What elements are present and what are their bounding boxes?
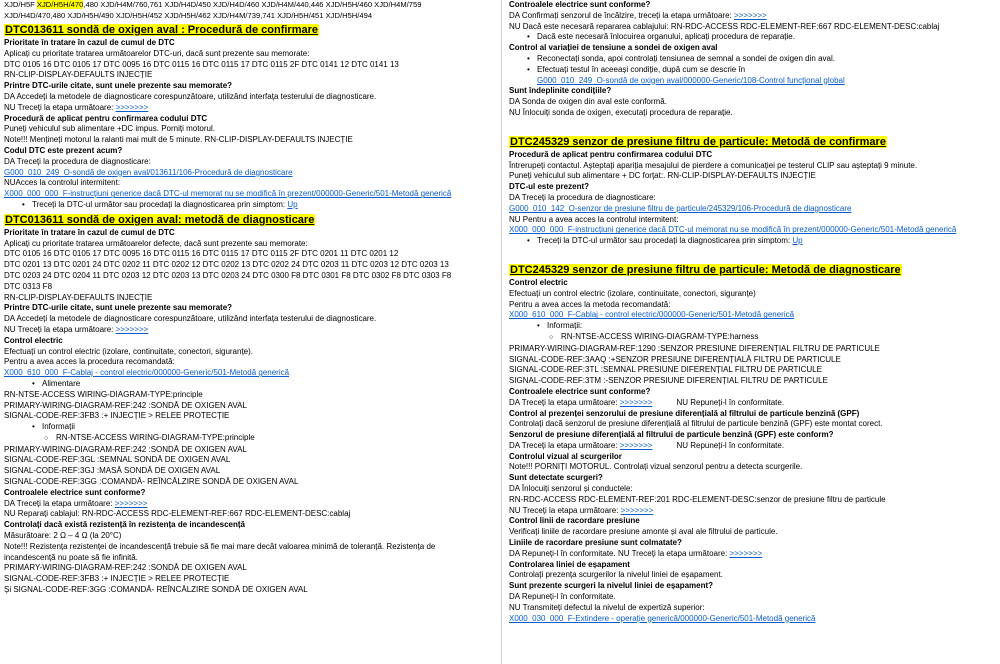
expertise-extension-link[interactable]: X000_030_000_F-Extindere - operație generică/000000-Generic/501-Metodă generică bbox=[509, 613, 816, 623]
dtc-list-line: DTC 0105 16 DTC 0105 17 DTC 0095 16 DTC 0115 16 DTC 0115 17 DTC 0115 2F DTC 0141 12 DTC 0141 13 bbox=[4, 59, 399, 69]
text-line: Efectuați un control electric (izolare, continuitate, conectori, siguranțe) bbox=[509, 288, 756, 298]
note-line: Note!!! Mențineți motorul la ralanti mai mult de 5 minute. RN-CLIP-DISPLAY-DEFAULTS INJECȚIE bbox=[4, 135, 353, 145]
text-line: RN-RDC-ACCESS RDC-ELEMENT-REF:201 RDC-ELEMENT-DESC:senzor de presiune filtru de particule bbox=[509, 494, 886, 504]
question-line: DTC-ul este prezent? bbox=[509, 182, 590, 192]
subheading: Controlarea liniei de eșapament bbox=[509, 559, 630, 569]
text-line: PRIMARY-WIRING-DIAGRAM-REF:242 :SONDĂ DE OXIGEN AVAL bbox=[4, 400, 247, 410]
question-line: Printre DTC-urile citate, sunt unele prezente sau memorate? bbox=[4, 303, 233, 313]
text-line: Aplicați cu prioritate tratarea următoarelor DTC-uri, dacă sunt prezente sau memorate: bbox=[4, 48, 310, 58]
question-line: Sunt prezente scurgeri la nivelul liniei de eșapament? bbox=[509, 581, 714, 591]
dtc-list-line: DTC 0105 16 DTC 0105 17 DTC 0095 16 DTC 0115 16 DTC 0115 17 DTC 0115 2F DTC 0201 11 DTC 0201 12 bbox=[4, 249, 399, 259]
vehicle-codes-line-1: XJD/H5F XJD/H5H/470,480 XJD/H4M/760,761 XJD/H4D/450 XJD/H4D/460 XJD/H4M/440,446 XJD/H5H/460 XJD/H4M/759 bbox=[4, 0, 422, 9]
subheading: Control electric bbox=[509, 277, 568, 287]
next-step-link[interactable]: >>>>>>> bbox=[619, 440, 653, 450]
answer-line: DA Treceți la etapa următoare: >>>>>>> NU Repuneți-l în conformitate. bbox=[509, 440, 785, 450]
question-line: Codul DTC este prezent acum? bbox=[4, 145, 123, 155]
bullet-line: • Dacă este necesară înlocuirea organului, aplicați procedura de reparație. bbox=[509, 32, 996, 43]
column-divider bbox=[501, 0, 502, 664]
answer-no: NU Transmiteți defectul la nivelul de expertiză superior: bbox=[509, 602, 705, 612]
next-step-link[interactable]: >>>>>>> bbox=[620, 505, 654, 515]
wiring-check-link[interactable]: X000_610_000_F-Cablaj - control electric/000000-Generic/501-Metodă generică bbox=[4, 368, 290, 378]
section-title-diagnosticare-245329: DTC245329 senzor de presiune filtru de particule: Metodă de diagnosticare bbox=[510, 263, 901, 276]
left-column bbox=[4, 0, 497, 664]
text-line: Controlați prezența scurgerilor la nivelul liniei de eșapament. bbox=[509, 570, 723, 580]
bullet-line: • Informații: bbox=[509, 321, 996, 332]
next-step-link[interactable]: >>>>>>> bbox=[115, 324, 149, 334]
note-line: incandescență nu poate să fie infinită. bbox=[4, 552, 138, 562]
answer-no: NU Înlocuiți sonda de oxigen, executați procedura de reparație. bbox=[509, 107, 733, 117]
wiring-check-link[interactable]: X000_610_000_F-Cablaj - control electric/000000-Generic/501-Metodă generică bbox=[509, 310, 795, 320]
question-line: Sunt detectate scurgeri? bbox=[509, 473, 603, 483]
text-line: Prioritate în tratare în cazul de cumul de DTC bbox=[4, 227, 175, 237]
answer-no: NU Treceți la etapa următoare: >>>>>>> bbox=[4, 324, 149, 334]
sub-bullet-line: ○ RN-NTSE-ACCESS WIRING-DIAGRAM-TYPE:principle bbox=[4, 433, 497, 445]
dtc-list-line: DTC 0203 24 DTC 0204 11 DTC 0203 12 DTC 0203 13 DTC 0203 24 DTC 0300 F8 DTC 0301 F8 DTC 0302 F8 DTC 0303 F8 bbox=[4, 270, 452, 280]
text-line: Întrerupeți contactul. Așteptați apariția mesajului de pierdere a comunicației pe testerul CLIP sau așteptați 9 minute. bbox=[509, 160, 918, 170]
text-line: SIGNAL-CODE-REF:3GJ :MASĂ SONDĂ DE OXIGEN AVAL bbox=[4, 466, 221, 476]
answer-no: NU Reparați cablajul: RN-RDC-ACCESS RDC-ELEMENT-REF:667 RDC-ELEMENT-DESC:cablaj bbox=[4, 509, 351, 519]
bullet-line: • Alimentare bbox=[4, 379, 497, 390]
text-line: SIGNAL-CODE-REF:3TM :-SENZOR PRESIUNE DIFERENȚIAL FILTRU DE PARTICULE bbox=[509, 376, 828, 386]
subheading: Controlați dacă există rezistență în rezistența de incandescență bbox=[4, 520, 245, 530]
answer-no: NU Treceți la etapa următoare: >>>>>>> bbox=[509, 505, 654, 515]
question-line: Sunt îndeplinite condițiile? bbox=[509, 86, 612, 96]
generic-instructions-link[interactable]: X000_000_000_F-instrucțiuni generice dacă DTC-ul memorat nu se modifică în prezent/000000-Generic/501-Metodă generică bbox=[509, 225, 957, 235]
subheading: Control al prezenței senzorului de presiune diferențială al filtrului de particule benzină (GPF) bbox=[509, 408, 860, 418]
question-line: Controalele electrice sunt conforme? bbox=[4, 487, 146, 497]
text-line: SIGNAL-CODE-REF:3GG :COMANDĂ- REÎNCĂLZIRE SONDĂ DE OXIGEN AVAL bbox=[4, 477, 299, 487]
text-line: SIGNAL-CODE-REF:3GL :SEMNAL SONDĂ DE OXIGEN AVAL bbox=[4, 455, 231, 465]
bullet-line: • Reconectați sonda, apoi controlați tensiunea de semnal a sondei de oxigen din aval. bbox=[509, 54, 996, 65]
text-line: Efectuați un control electric (izolare, continuitate, conectori, siguranțe). bbox=[4, 346, 254, 356]
subheading: Control electric bbox=[4, 335, 63, 345]
question-line: Controalele electrice sunt conforme? bbox=[509, 386, 651, 396]
dtc-list-line: DTC 0313 F8 bbox=[4, 281, 53, 291]
answer-yes: DA Treceți la procedura de diagnosticare: bbox=[509, 192, 656, 202]
answer-no: NU Dacă este necesară repararea cablajului: RN-RDC-ACCESS RDC-ELEMENT-REF:667 RDC-ELEMENT-DESC:cablaj bbox=[509, 21, 940, 31]
answer-yes: DA Treceți la etapa următoare: >>>>>>> bbox=[4, 498, 148, 508]
text-line: Pentru a avea acces la metoda recomandată: bbox=[509, 299, 671, 309]
text-line: RN-CLIP-DISPLAY-DEFAULTS INJECȚIE bbox=[4, 292, 153, 302]
vehicle-codes-line-2: XJD/H4D/470,480 XJD/H5H/490 XJD/H5H/452 XJD/H5H/462 XJD/H4M/739,741 XJD/H5H/451 XJD/H5H/494 bbox=[4, 10, 373, 20]
answer-line: DA Treceți la etapa următoare: >>>>>>> NU Repuneți-l în conformitate. bbox=[509, 397, 785, 407]
text-line: SIGNAL-CODE-REF:3FB3 :+ INJECȚIE > RELEE PROTECȚIE bbox=[4, 411, 230, 421]
section-title-confirmare-245329: DTC245329 senzor de presiune filtru de particule: Metodă de confirmare bbox=[510, 135, 886, 148]
text-line: RN-CLIP-DISPLAY-DEFAULTS INJECȚIE bbox=[4, 70, 153, 80]
text-line: PRIMARY-WIRING-DIAGRAM-REF:1290 :SENZOR PRESIUNE DIFERENȚIAL FILTRU DE PARTICULE bbox=[509, 343, 880, 353]
text-line: Controlați dacă senzorul de presiune diferențială al filtrului de particule benzină (GPF) este montat corect. bbox=[509, 419, 883, 429]
answer-no: NU Treceți la etapa următoare: >>>>>>> bbox=[4, 102, 149, 112]
subheading: Control al variației de tensiune a sondei de oxigen aval bbox=[509, 43, 718, 53]
text-line: Pentru a avea acces la procedura recomandată: bbox=[4, 357, 175, 367]
sub-bullet-line: ○ RN-NTSE-ACCESS WIRING-DIAGRAM-TYPE:harness bbox=[509, 332, 996, 344]
bullet-line: • Efectuați testul în aceeași condiție, după cum se descrie în bbox=[509, 65, 996, 76]
subheading: Control linii de racordare presiune bbox=[509, 516, 640, 526]
bullet-line: • Treceți la DTC-ul următor sau procedați la diagnosticarea prin simptom: Up bbox=[509, 236, 996, 247]
text-line: Procedură de aplicat pentru confirmarea codului DTC bbox=[4, 113, 208, 123]
text-line: RN-NTSE-ACCESS WIRING-DIAGRAM-TYPE:principle bbox=[4, 389, 203, 399]
text-line: SIGNAL-CODE-REF:3TL :SEMNAL PRESIUNE DIFERENȚIAL FILTRU DE PARTICULE bbox=[509, 365, 822, 375]
note-line: Note!!! PORNIȚI MOTORUL. Controlați vizual senzorul pentru a detecta scurgerile. bbox=[509, 462, 803, 472]
question-line: Controalele electrice sunt conforme? bbox=[509, 0, 651, 9]
functional-check-link[interactable]: G000_010_249_O-sondă de oxigen aval/000000-Generic/108-Control funcțional global bbox=[537, 75, 845, 85]
generic-instructions-link[interactable]: X000_000_000_F-instrucțiuni generice dacă DTC-ul memorat nu se modifică în prezent/000000-Generic/501-Metodă generică bbox=[4, 189, 452, 199]
text-line: Prioritate în tratare în cazul de cumul de DTC bbox=[4, 38, 175, 47]
bullet-line: • Informații bbox=[4, 422, 497, 433]
next-step-link[interactable]: >>>>>>> bbox=[114, 498, 148, 508]
question-line: Liniile de racordare presiune sunt colmatate? bbox=[509, 538, 682, 548]
question-line: Senzorul de presiune diferențială al filtrului de particule benzină (GPF) este conform? bbox=[509, 430, 834, 440]
subheading: Controlul vizual al scurgerilor bbox=[509, 451, 622, 461]
text-line: Aplicați cu prioritate tratarea următoarelor defecte, dacă sunt prezente sau memorate: bbox=[4, 238, 308, 248]
right-column bbox=[509, 0, 996, 664]
up-link[interactable]: Up bbox=[287, 199, 298, 209]
text-line: SIGNAL-CODE-REF:3FB3 :+ INJECȚIE > RELEE PROTECȚIE bbox=[4, 574, 230, 584]
answer-yes: DA Înlocuiți senzorul și conductele: bbox=[509, 484, 633, 494]
next-step-link[interactable]: >>>>>>> bbox=[115, 102, 149, 112]
bullet-line: • Treceți la DTC-ul următor sau procedați la diagnosticarea prin simptom: Up bbox=[4, 200, 497, 211]
answer-no: NUAcces la controlul intermitent: bbox=[4, 178, 121, 188]
text-line: Și SIGNAL-CODE-REF:3GG :COMANDĂ- REÎNCĂLZIRE SONDĂ DE OXIGEN AVAL bbox=[4, 585, 308, 595]
text-line: Verificați liniile de racordare presiune amonte și aval ale filtrului de particule. bbox=[509, 527, 778, 537]
question-line: Printre DTC-urile citate, sunt unele prezente sau memorate? bbox=[4, 81, 233, 91]
up-link[interactable]: Up bbox=[792, 236, 803, 246]
answer-yes: DA Treceți la procedura de diagnosticare: bbox=[4, 156, 151, 166]
note-line: Note!!! Rezistența rezistenței de incandescență trebuie să fie mai mare decât valoarea minimă de toleranță. Rezistența de bbox=[4, 541, 436, 551]
answer-yes: DA Accedeți la metodele de diagnosticare corespunzătoare, utilizând interfața testerului de diagnosticare. bbox=[4, 91, 377, 101]
text-line: Puneți vehiculul sub alimentare +DC impus. Porniți motorul. bbox=[4, 124, 215, 134]
text-line: PRIMARY-WIRING-DIAGRAM-REF:242 :SONDĂ DE OXIGEN AVAL bbox=[4, 563, 247, 573]
answer-no: NU Pentru a avea acces la controlul intermitent: bbox=[509, 214, 679, 224]
highlighted-vehicle-code: XJD/H5H/470 bbox=[36, 0, 84, 9]
next-step-link[interactable]: >>>>>>> bbox=[619, 397, 653, 407]
answer-yes: DA Accedeți la metodele de diagnosticare corespunzătoare, utilizând interfața testerului de diagnosticare. bbox=[4, 314, 377, 324]
next-step-link[interactable]: >>>>>>> bbox=[734, 10, 767, 20]
dtc-list-line: DTC 0201 13 DTC 0201 24 DTC 0202 11 DTC 0202 12 DTC 0202 13 DTC 0202 24 DTC 0203 11 DTC 0203 12 DTC 0203 13 bbox=[4, 260, 449, 270]
answer-yes: DA Sonda de oxigen din aval este conformă. bbox=[509, 97, 667, 107]
text-line: Procedură de aplicat pentru confirmarea codului DTC bbox=[509, 149, 713, 159]
text-line: Măsurătoare: 2 Ω – 4 Ω (la 20°C) bbox=[4, 531, 122, 541]
section-title-diagnosticare-013611: DTC013611 sondă de oxigen aval: metodă de diagnosticare bbox=[5, 213, 315, 226]
answer-yes: DA Confirmați senzorul de încălzire, treceți la etapa următoare: >>>>>>> bbox=[509, 10, 767, 20]
diagnostic-procedure-link[interactable]: G000_010_249_O-sondă de oxigen aval/013611/106-Procedură de diagnosticare bbox=[4, 167, 293, 177]
answer-yes: DA Repuneți-l în conformitate. bbox=[509, 592, 616, 602]
text-line: SIGNAL-CODE-REF:3AAQ :+SENZOR PRESIUNE DIFERENȚIALĂ FILTRU DE PARTICULE bbox=[509, 354, 841, 364]
section-title-confirmare-013611: DTC013611 sondă de oxigen aval : Procedură de confirmare bbox=[5, 24, 319, 36]
diagnostic-procedure-link[interactable]: G000_010_142_O-senzor de presiune filtru de particule/245329/106-Procedură de diagnosticare bbox=[509, 203, 852, 213]
next-step-link[interactable]: >>>>>>> bbox=[729, 548, 763, 558]
answer-line: DA Repuneți-l în conformitate. NU Treceți la etapa următoare: >>>>>>> bbox=[509, 548, 763, 558]
text-line: PRIMARY-WIRING-DIAGRAM-REF:242 :SONDĂ DE OXIGEN AVAL bbox=[4, 444, 247, 454]
text-line: Puneți vehiculul sub alimentare + DC forțat:. RN-CLIP-DISPLAY-DEFAULTS INJECȚIE bbox=[509, 171, 816, 181]
